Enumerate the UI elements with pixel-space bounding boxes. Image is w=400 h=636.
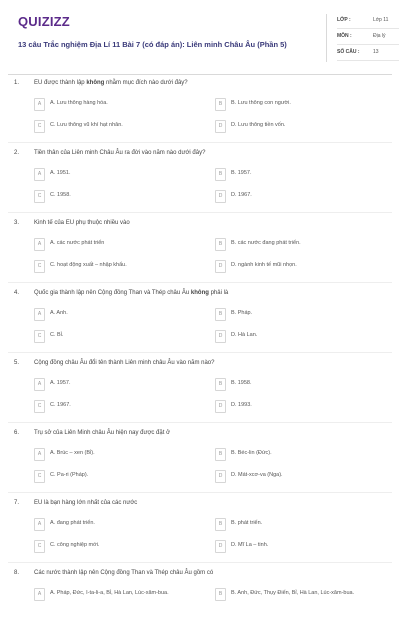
answer-option-c[interactable] (34, 190, 194, 203)
answer-option-b[interactable] (215, 518, 375, 531)
question-block (0, 570, 400, 636)
quiz-title: 13 câu Trắc nghiệm Địa Lí 11 Bài 7 (có đáp án): Liên minh Châu Âu (Phần 5) (18, 40, 287, 49)
answer-option-a[interactable] (34, 98, 194, 111)
option-letter-box[interactable]: A (34, 168, 45, 181)
question-divider (8, 422, 392, 423)
option-letter-box[interactable]: A (34, 588, 45, 601)
option-letter-box[interactable]: D (215, 330, 226, 343)
quizizz-logo: QUIZIZZ (18, 14, 70, 29)
question-text-part: EU được thành lập (34, 80, 87, 86)
option-letter-box[interactable]: B (215, 98, 226, 111)
answer-option-c[interactable] (34, 260, 194, 273)
option-text: D. ngành kinh tế mũi nhọn. (231, 262, 297, 268)
question-text-part: Quốc gia thành lập nên Cộng đồng Than và Thép châu Âu (34, 290, 191, 296)
question-number: 8. (14, 570, 20, 576)
question-block (0, 80, 400, 146)
question-divider (8, 492, 392, 493)
option-text: D. 1993. (231, 402, 252, 408)
question-text (34, 430, 384, 436)
question-number: 6. (14, 430, 20, 436)
answer-option-c[interactable] (34, 540, 194, 553)
option-text: C. Bỉ. (50, 332, 64, 338)
option-text: B. các nước đang phát triển. (231, 240, 301, 246)
option-letter-box[interactable]: B (215, 168, 226, 181)
question-text-part: EU là bạn hàng lớn nhất của các nước (34, 500, 138, 506)
answer-option-b[interactable] (215, 588, 375, 601)
option-letter-box[interactable]: B (215, 448, 226, 461)
question-number: 7. (14, 500, 20, 506)
option-letter-box[interactable]: A (34, 238, 45, 251)
question-divider (8, 352, 392, 353)
option-text: A. các nước phát triển (50, 240, 105, 246)
question-number: 1. (14, 80, 20, 86)
answer-option-a[interactable] (34, 588, 194, 601)
option-text: C. 1967. (50, 402, 71, 408)
answer-option-a[interactable] (34, 308, 194, 321)
question-text-part: Các nước thành lập nên Cộng đồng Than và Thép châu Âu gồm có (34, 570, 214, 576)
option-text: B. Anh, Đức, Thụy Điển, Bỉ, Hà Lan, Lúc-xăm-bua. (231, 590, 355, 596)
option-letter-box[interactable]: A (34, 378, 45, 391)
question-text (34, 570, 384, 576)
option-letter-box[interactable]: C (34, 190, 45, 203)
answer-option-c[interactable] (34, 470, 194, 483)
quiz-header (8, 8, 392, 75)
option-letter-box[interactable]: B (215, 238, 226, 251)
option-letter-box[interactable]: D (215, 120, 226, 133)
option-letter-box[interactable]: B (215, 518, 226, 531)
answer-option-a[interactable] (34, 448, 194, 461)
question-text (34, 360, 384, 366)
option-text: D. Lưu thông tiền vốn. (231, 122, 286, 128)
answer-option-d[interactable] (215, 120, 375, 133)
question-block (0, 430, 400, 496)
answer-option-d[interactable] (215, 190, 375, 203)
option-text: A. Lưu thông hàng hóa. (50, 100, 108, 106)
option-text: B. Lưu thông con người. (231, 100, 291, 106)
option-text: C. hoạt động xuất – nhập khẩu. (50, 262, 127, 268)
option-text: A. Anh. (50, 310, 68, 316)
info-value: Lớp 11 (373, 17, 389, 23)
question-block (0, 360, 400, 426)
answer-option-d[interactable] (215, 330, 375, 343)
question-text-part: nhằm mục đích nào dưới đây? (104, 80, 188, 86)
option-letter-box[interactable]: B (215, 588, 226, 601)
option-text: B. phát triển. (231, 520, 263, 526)
question-divider (8, 142, 392, 143)
answer-option-c[interactable] (34, 120, 194, 133)
question-number: 5. (14, 360, 20, 366)
option-text: A. 1957. (50, 380, 71, 386)
info-value: Địa lý (373, 33, 386, 39)
option-letter-box[interactable]: C (34, 470, 45, 483)
option-text: D. Mĩ La – tinh. (231, 542, 269, 548)
option-text: A. 1951. (50, 170, 71, 176)
question-text (34, 500, 384, 506)
info-row-class (337, 14, 399, 29)
answer-option-a[interactable] (34, 518, 194, 531)
option-text: C. Lưu thông vũ khí hạt nhân. (50, 122, 123, 128)
answer-option-d[interactable] (215, 400, 375, 413)
option-text: B. 1958. (231, 380, 252, 386)
option-letter-box[interactable]: D (215, 400, 226, 413)
question-divider (8, 282, 392, 283)
answer-option-c[interactable] (34, 400, 194, 413)
answer-option-a[interactable] (34, 378, 194, 391)
question-block (0, 290, 400, 356)
option-text: A. Brúc – xen (Bỉ). (50, 450, 95, 456)
option-letter-box[interactable]: D (215, 190, 226, 203)
question-number: 3. (14, 220, 20, 226)
answer-option-c[interactable] (34, 330, 194, 343)
question-text-part: Trụ sở của Liên Minh châu Âu hiện nay được đặt ở (34, 430, 171, 436)
option-text: D. Mát-xcơ-va (Nga). (231, 472, 283, 478)
question-text-part: Cộng đồng châu Âu đổi tên thành Liên minh châu Âu vào năm nào? (34, 360, 215, 366)
answer-option-a[interactable] (34, 238, 194, 251)
answer-option-b[interactable] (215, 378, 375, 391)
info-row-count (337, 46, 399, 61)
info-label: SỐ CÂU : (337, 49, 360, 55)
option-letter-box[interactable]: A (34, 98, 45, 111)
question-block (0, 150, 400, 216)
option-letter-box[interactable]: A (34, 518, 45, 531)
option-text: C. Pa-ri (Pháp). (50, 472, 89, 478)
option-letter-box[interactable]: A (34, 308, 45, 321)
option-letter-box[interactable]: C (34, 400, 45, 413)
info-box (326, 14, 400, 62)
question-text-part: phải là (208, 290, 229, 296)
answer-option-b[interactable] (215, 238, 375, 251)
option-text: D. 1967. (231, 192, 252, 198)
question-text (34, 150, 384, 156)
option-letter-box[interactable]: D (215, 260, 226, 273)
option-text: A. Pháp, Đức, I-ta-li-a, Bỉ, Hà Lan, Lúc-xăm-bua. (50, 590, 169, 596)
option-text: C. 1958. (50, 192, 71, 198)
answer-option-b[interactable] (215, 448, 375, 461)
option-text: D. Hà Lan. (231, 332, 258, 338)
option-letter-box[interactable]: D (215, 470, 226, 483)
question-block (0, 500, 400, 566)
question-text (34, 290, 384, 296)
option-letter-box[interactable]: B (215, 378, 226, 391)
answer-option-b[interactable] (215, 168, 375, 181)
info-label: LỚP : (337, 17, 351, 23)
option-letter-box[interactable]: D (215, 540, 226, 553)
answer-option-b[interactable] (215, 308, 375, 321)
question-text (34, 80, 384, 86)
question-text-part: Tiền thân của Liên minh Châu Âu ra đời vào năm nào dưới đây? (34, 150, 206, 156)
question-divider (8, 212, 392, 213)
answer-option-a[interactable] (34, 168, 194, 181)
option-letter-box[interactable]: A (34, 448, 45, 461)
option-text: B. Béc-lin (Đức). (231, 450, 272, 456)
question-text (34, 220, 384, 226)
question-text-part: Kinh tế của EU phụ thuộc nhiều vào (34, 220, 130, 226)
option-text: B. 1957. (231, 170, 252, 176)
answer-option-d[interactable] (215, 470, 375, 483)
option-letter-box[interactable]: C (34, 120, 45, 133)
option-letter-box[interactable]: C (34, 260, 45, 273)
option-text: B. Pháp. (231, 310, 253, 316)
answer-option-d[interactable] (215, 260, 375, 273)
option-letter-box[interactable]: C (34, 540, 45, 553)
answer-option-b[interactable] (215, 98, 375, 111)
question-number: 4. (14, 290, 20, 296)
info-label: MÔN : (337, 33, 352, 39)
question-text-emphasis: không (86, 80, 105, 86)
option-text: A. đang phát triển. (50, 520, 95, 526)
question-number: 2. (14, 150, 20, 156)
question-divider (8, 562, 392, 563)
answer-option-d[interactable] (215, 540, 375, 553)
option-text: C. công nghiệp mới. (50, 542, 100, 548)
option-letter-box[interactable]: C (34, 330, 45, 343)
info-row-subject (337, 30, 399, 45)
question-block (0, 220, 400, 286)
info-value: 13 (373, 49, 379, 55)
option-letter-box[interactable]: B (215, 308, 226, 321)
question-text-emphasis: không (190, 290, 209, 296)
